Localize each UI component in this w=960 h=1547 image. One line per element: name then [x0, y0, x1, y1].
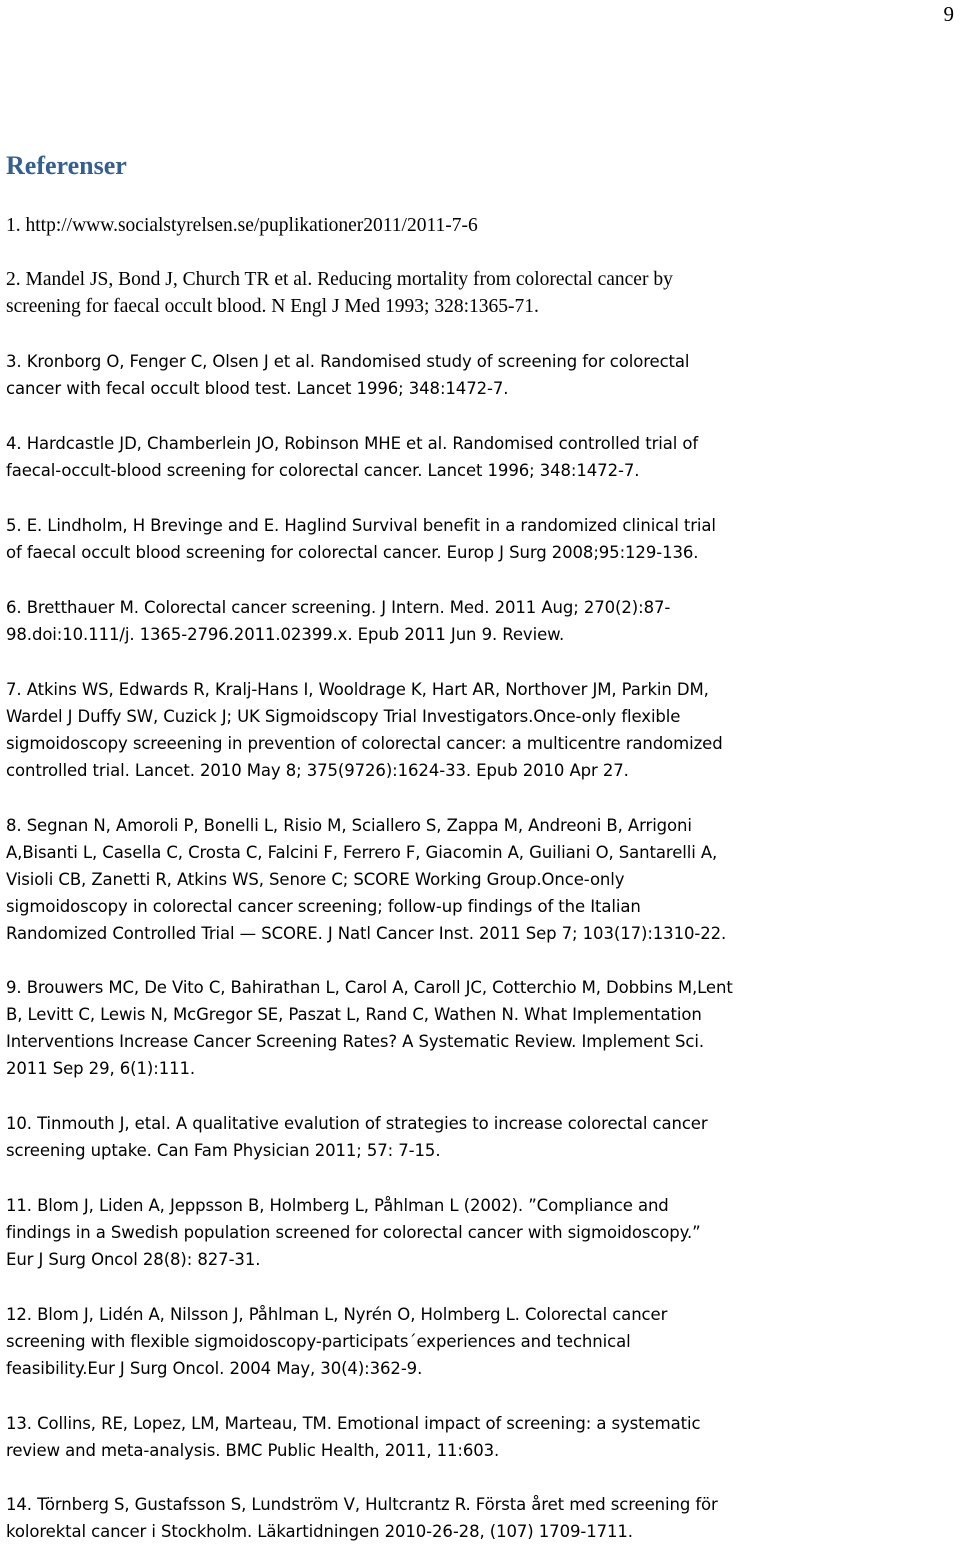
- reference-line: 3. Kronborg O, Fenger C, Olsen J et al. Randomised study of screening for colorectal: [6, 352, 690, 371]
- reference-line: B, Levitt C, Lewis N, McGregor SE, Paszat L, Rand C, Wathen N. What Implementation: [6, 1005, 702, 1024]
- reference-line: controlled trial. Lancet. 2010 May 8; 375(9726):1624-33. Epub 2010 Apr 27.: [6, 761, 629, 780]
- reference-line: 2. Mandel JS, Bond J, Church TR et al. Reducing mortality from colorectal cancer by: [6, 269, 673, 290]
- reference-line: Eur J Surg Oncol 28(8): 827-31.: [6, 1250, 261, 1269]
- reference-line: Interventions Increase Cancer Screening Rates? A Systematic Review. Implement Sci.: [6, 1032, 704, 1051]
- reference-3: [6, 348, 689, 402]
- reference-line: feasibility.Eur J Surg Oncol. 2004 May, 30(4):362-9.: [6, 1359, 423, 1378]
- reference-4: [6, 430, 698, 484]
- reference-13: [6, 1410, 700, 1464]
- reference-line: 12. Blom J, Lidén A, Nilsson J, Påhlman L, Nyrén O, Holmberg L. Colorectal cancer: [6, 1305, 668, 1324]
- reference-12: [6, 1301, 667, 1382]
- reference-line: 7. Atkins WS, Edwards R, Kralj-Hans I, Wooldrage K, Hart AR, Northover JM, Parkin DM,: [6, 680, 709, 699]
- reference-line: cancer with fecal occult blood test. Lancet 1996; 348:1472-7.: [6, 379, 509, 398]
- reference-line: 11. Blom J, Liden A, Jeppsson B, Holmberg L, Påhlman L (2002). ”Compliance and: [6, 1196, 669, 1215]
- reference-10: [6, 1110, 708, 1164]
- reference-line: findings in a Swedish population screened for colorectal cancer with sigmoidoscopy.”: [6, 1223, 701, 1242]
- reference-line: sigmoidoscopy in colorectal cancer screening; follow-up findings of the Italian: [6, 897, 641, 916]
- reference-line: 14. Törnberg S, Gustafsson S, Lundström V, Hultcrantz R. Första året med screening för: [6, 1495, 718, 1514]
- reference-line: review and meta-analysis. BMC Public Health, 2011, 11:603.: [6, 1441, 500, 1460]
- reference-line: sigmoidoscopy screeening in prevention of colorectal cancer: a multicentre randomized: [6, 734, 723, 753]
- reference-line: 8. Segnan N, Amoroli P, Bonelli L, Risio M, Sciallero S, Zappa M, Andreoni B, Arrigoni: [6, 816, 692, 835]
- reference-6: [6, 594, 670, 648]
- reference-line: 98.doi:10.111/j. 1365-2796.2011.02399.x. Epub 2011 Jun 9. Review.: [6, 625, 565, 644]
- reference-line: faecal-occult-blood screening for colorectal cancer. Lancet 1996; 348:1472-7.: [6, 461, 640, 480]
- reference-line: 2011 Sep 29, 6(1):111.: [6, 1059, 196, 1078]
- reference-9: [6, 974, 733, 1082]
- reference-line: 4. Hardcastle JD, Chamberlein JO, Robinson MHE et al. Randomised controlled trial of: [6, 434, 699, 453]
- reference-line: 6. Bretthauer M. Colorectal cancer screening. J Intern. Med. 2011 Aug; 270(2):87-: [6, 598, 671, 617]
- reference-line: screening for faecal occult blood. N Engl J Med 1993; 328:1365-71.: [6, 296, 539, 317]
- reference-line: 5. E. Lindholm, H Brevinge and E. Haglind Survival benefit in a randomized clinical trial: [6, 516, 716, 535]
- reference-1: [6, 212, 478, 239]
- reference-line: 10. Tinmouth J, etal. A qualitative evalution of strategies to increase colorectal cancer: [6, 1114, 708, 1133]
- reference-line: Wardel J Duffy SW, Cuzick J; UK Sigmoidscopy Trial Investigators.Once-only flexible: [6, 707, 681, 726]
- reference-8: [6, 812, 726, 947]
- reference-7: [6, 676, 723, 784]
- reference-line: A,Bisanti L, Casella C, Crosta C, Falcini F, Ferrero F, Giacomin A, Guiliani O, Santarelli A,: [6, 843, 718, 862]
- page-number: 9: [943, 2, 954, 26]
- reference-line: 13. Collins, RE, Lopez, LM, Marteau, TM. Emotional impact of screening: a systematic: [6, 1414, 701, 1433]
- reference-line: 9. Brouwers MC, De Vito C, Bahirathan L, Carol A, Caroll JC, Cotterchio M, Dobbins M,Lent: [6, 978, 733, 997]
- reference-2: [6, 266, 673, 320]
- reference-14: [6, 1491, 718, 1545]
- reference-5: [6, 512, 716, 566]
- reference-line: 1. http://www.socialstyrelsen.se/puplikationer2011/2011-7-6: [6, 215, 478, 236]
- reference-line: screening uptake. Can Fam Physician 2011; 57: 7-15.: [6, 1141, 441, 1160]
- reference-line: of faecal occult blood screening for colorectal cancer. Europ J Surg 2008;95:129-136.: [6, 543, 699, 562]
- reference-line: Visioli CB, Zanetti R, Atkins WS, Senore C; SCORE Working Group.Once-only: [6, 870, 625, 889]
- reference-11: [6, 1192, 701, 1273]
- references-heading: Referenser: [6, 151, 127, 180]
- reference-line: Randomized Controlled Trial — SCORE. J Natl Cancer Inst. 2011 Sep 7; 103(17):1310-22.: [6, 924, 727, 943]
- reference-line: kolorektal cancer i Stockholm. Läkartidningen 2010-26-28, (107) 1709-1711.: [6, 1522, 633, 1541]
- reference-line: screening with flexible sigmoidoscopy-participats´experiences and technical: [6, 1332, 631, 1351]
